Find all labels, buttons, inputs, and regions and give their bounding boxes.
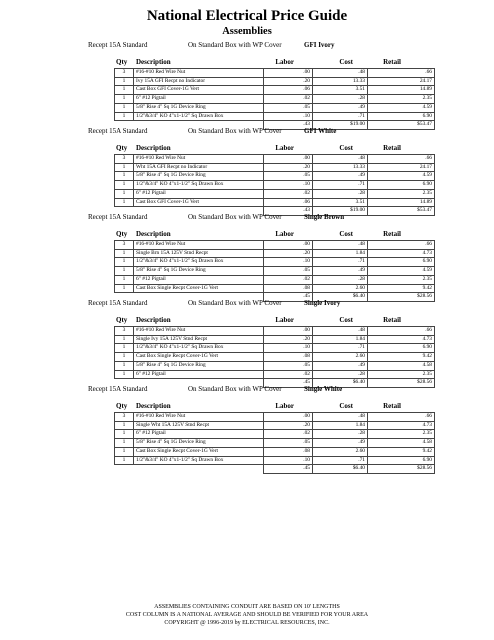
retail-cell: 4.73 <box>368 421 435 430</box>
qty-cell: 1 <box>115 267 134 276</box>
column-header-qty: Qty <box>116 144 128 152</box>
labor-cell: .02 <box>264 275 313 284</box>
total-retail: $28.56 <box>368 293 435 302</box>
cost-cell: .28 <box>313 370 368 379</box>
column-header-description: Description <box>136 316 171 324</box>
labor-cell: .10 <box>264 344 313 353</box>
retail-cell: 9.42 <box>368 353 435 362</box>
description-cell: Ivy 15A GFI Recpt no Indicator <box>134 77 264 86</box>
column-headers <box>0 315 494 325</box>
retail-cell: .66 <box>368 155 435 164</box>
section-header <box>0 212 494 222</box>
box-type: On Standard Box with WP Cover <box>188 213 282 221</box>
box-type: On Standard Box with WP Cover <box>188 299 282 307</box>
qty-cell: 1 <box>115 258 134 267</box>
cost-cell: 1.84 <box>313 335 368 344</box>
table-row <box>115 361 435 370</box>
description-cell: 5/8" Rise 4" Sq 1G Device Ring <box>134 267 264 276</box>
column-header-labor: Labor <box>275 316 294 324</box>
description-cell: 5/8" Rise 4" Sq 1G Device Ring <box>134 172 264 181</box>
total-retail: $28.56 <box>368 379 435 388</box>
table-row <box>115 267 435 276</box>
labor-cell: .00 <box>264 69 313 78</box>
table-row <box>115 155 435 164</box>
retail-cell: 2.35 <box>368 275 435 284</box>
column-header-description: Description <box>136 402 171 410</box>
table-row <box>115 189 435 198</box>
labor-cell: .02 <box>264 189 313 198</box>
items-table <box>114 412 435 474</box>
column-headers <box>0 401 494 411</box>
table-row <box>115 258 435 267</box>
cost-cell: .71 <box>313 181 368 190</box>
retail-cell: 4.59 <box>368 103 435 112</box>
footer-notes <box>0 603 494 627</box>
description-cell: #16-#10 Red Wire Nut <box>134 413 264 422</box>
labor-cell: .00 <box>264 155 313 164</box>
cost-cell: .28 <box>313 95 368 104</box>
qty-cell: 1 <box>115 249 134 258</box>
retail-cell: .66 <box>368 327 435 336</box>
labor-cell: .00 <box>264 241 313 250</box>
cost-cell: 1.84 <box>313 421 368 430</box>
labor-cell: .02 <box>264 95 313 104</box>
retail-cell: 4.58 <box>368 361 435 370</box>
table-row <box>115 413 435 422</box>
cost-cell: .49 <box>313 103 368 112</box>
items-table <box>114 68 435 130</box>
description-cell: 5/8" Rise 4" Sq 1G Device Ring <box>134 439 264 448</box>
variant-name: GFI Ivory <box>304 41 335 49</box>
column-header-cost: Cost <box>339 144 353 152</box>
qty-cell: 1 <box>115 181 134 190</box>
cost-cell: 13.33 <box>313 77 368 86</box>
column-header-qty: Qty <box>116 58 128 66</box>
labor-cell: .08 <box>264 353 313 362</box>
table-row <box>115 172 435 181</box>
total-row <box>115 465 435 474</box>
qty-cell: 3 <box>115 155 134 164</box>
table-row <box>115 447 435 456</box>
description-cell: 6" #12 Pigtail <box>134 430 264 439</box>
labor-cell: .05 <box>264 103 313 112</box>
column-header-retail: Retail <box>383 230 401 238</box>
box-type: On Standard Box with WP Cover <box>188 385 282 393</box>
column-header-cost: Cost <box>339 402 353 410</box>
column-header-qty: Qty <box>116 316 128 324</box>
labor-cell: .05 <box>264 439 313 448</box>
table-row <box>115 163 435 172</box>
description-cell: Single Ivy 15A 125V Stnd Recpt <box>134 335 264 344</box>
description-cell: 1/2"&3/4" KO 4"x1-1/2" Sq Drawn Box <box>134 112 264 121</box>
table-row <box>115 249 435 258</box>
variant-name: Single White <box>304 385 343 393</box>
table-row <box>115 370 435 379</box>
qty-cell: 1 <box>115 361 134 370</box>
description-cell: 1/2"&3/4" KO 4"x1-1/2" Sq Drawn Box <box>134 456 264 465</box>
retail-cell: 14.89 <box>368 86 435 95</box>
description-cell: 6" #12 Pigtail <box>134 275 264 284</box>
labor-cell: .00 <box>264 413 313 422</box>
column-header-retail: Retail <box>383 316 401 324</box>
assembly-name: Recept 15A Standard <box>88 127 148 135</box>
qty-cell: 1 <box>115 439 134 448</box>
labor-cell: .10 <box>264 181 313 190</box>
column-header-description: Description <box>136 144 171 152</box>
total-cost: $6.40 <box>313 465 368 474</box>
labor-cell: .10 <box>264 112 313 121</box>
retail-cell: 4.59 <box>368 267 435 276</box>
description-cell: 6" #12 Pigtail <box>134 189 264 198</box>
cost-cell: .28 <box>313 430 368 439</box>
column-header-cost: Cost <box>339 316 353 324</box>
qty-cell: 1 <box>115 284 134 293</box>
section-header <box>0 40 494 50</box>
assembly-name: Recept 15A Standard <box>88 41 148 49</box>
column-header-qty: Qty <box>116 402 128 410</box>
box-type: On Standard Box with WP Cover <box>188 41 282 49</box>
labor-cell: .06 <box>264 198 313 207</box>
retail-cell: 4.59 <box>368 172 435 181</box>
description-cell: 5/8" Rise 4" Sq 1G Device Ring <box>134 103 264 112</box>
assembly-name: Recept 15A Standard <box>88 299 148 307</box>
description-cell: Cast Box GFI Cover-1G Vert <box>134 198 264 207</box>
qty-cell: 1 <box>115 370 134 379</box>
table-row <box>115 284 435 293</box>
retail-cell: 4.73 <box>368 335 435 344</box>
retail-cell: 2.35 <box>368 430 435 439</box>
retail-cell: 2.35 <box>368 370 435 379</box>
table-row <box>115 456 435 465</box>
qty-cell: 1 <box>115 275 134 284</box>
retail-cell: 24.17 <box>368 163 435 172</box>
table-row <box>115 335 435 344</box>
table-row <box>115 95 435 104</box>
assembly-name: Recept 15A Standard <box>88 213 148 221</box>
cost-cell: .49 <box>313 439 368 448</box>
cost-cell: .48 <box>313 155 368 164</box>
qty-cell: 1 <box>115 163 134 172</box>
description-cell: Cast Box Single Recpt Cover-1G Vert <box>134 284 264 293</box>
cost-cell: .49 <box>313 172 368 181</box>
column-header-description: Description <box>136 230 171 238</box>
column-header-labor: Labor <box>275 402 294 410</box>
qty-cell: 3 <box>115 69 134 78</box>
description-cell: Wht 15A GFI Recpt no Indicator <box>134 163 264 172</box>
section-header <box>0 298 494 308</box>
total-cost: $19.00 <box>313 207 368 216</box>
retail-cell: 4.58 <box>368 439 435 448</box>
labor-cell: .20 <box>264 77 313 86</box>
table-row <box>115 112 435 121</box>
labor-cell: .20 <box>264 163 313 172</box>
labor-cell: .05 <box>264 267 313 276</box>
table-row <box>115 327 435 336</box>
retail-cell: 9.42 <box>368 447 435 456</box>
variant-name: Single Ivory <box>304 299 341 307</box>
qty-cell: 1 <box>115 189 134 198</box>
items-table <box>114 326 435 388</box>
table-row <box>115 103 435 112</box>
retail-cell: .66 <box>368 69 435 78</box>
description-cell: Cast Box GFI Cover-1G Vert <box>134 86 264 95</box>
labor-cell: .20 <box>264 249 313 258</box>
description-cell: #16-#10 Red Wire Nut <box>134 327 264 336</box>
footer-line-copyright: COPYRIGHT @ 1996-2019 by ELECTRICAL RESOURCES, INC. <box>164 620 330 626</box>
variant-name: GFI White <box>304 127 337 135</box>
total-spacer <box>115 465 264 474</box>
labor-cell: .02 <box>264 430 313 439</box>
cost-cell: 2.60 <box>313 447 368 456</box>
labor-cell: .20 <box>264 335 313 344</box>
table-row <box>115 439 435 448</box>
cost-cell: .71 <box>313 344 368 353</box>
cost-cell: .48 <box>313 241 368 250</box>
items-table <box>114 240 435 302</box>
column-header-description: Description <box>136 58 171 66</box>
qty-cell: 1 <box>115 95 134 104</box>
qty-cell: 1 <box>115 353 134 362</box>
table-row <box>115 181 435 190</box>
retail-cell: 6.90 <box>368 344 435 353</box>
qty-cell: 1 <box>115 456 134 465</box>
total-retail: $53.47 <box>368 207 435 216</box>
retail-cell: 6.90 <box>368 456 435 465</box>
qty-cell: 1 <box>115 335 134 344</box>
description-cell: #16-#10 Red Wire Nut <box>134 241 264 250</box>
description-cell: Cast Box Single Recpt Cover-1G Vert <box>134 447 264 456</box>
qty-cell: 3 <box>115 413 134 422</box>
labor-cell: .06 <box>264 86 313 95</box>
qty-cell: 1 <box>115 447 134 456</box>
table-row <box>115 344 435 353</box>
table-row <box>115 69 435 78</box>
retail-cell: .66 <box>368 241 435 250</box>
table-row <box>115 353 435 362</box>
qty-cell: 1 <box>115 172 134 181</box>
column-header-qty: Qty <box>116 230 128 238</box>
table-row <box>115 421 435 430</box>
retail-cell: 14.89 <box>368 198 435 207</box>
description-cell: 6" #12 Pigtail <box>134 95 264 104</box>
labor-cell: .00 <box>264 327 313 336</box>
labor-cell: .05 <box>264 361 313 370</box>
retail-cell: 6.90 <box>368 258 435 267</box>
labor-cell: .10 <box>264 258 313 267</box>
labor-cell: .02 <box>264 370 313 379</box>
cost-cell: .71 <box>313 112 368 121</box>
column-headers <box>0 57 494 67</box>
qty-cell: 1 <box>115 77 134 86</box>
column-headers <box>0 229 494 239</box>
retail-cell: 2.35 <box>368 189 435 198</box>
column-header-cost: Cost <box>339 58 353 66</box>
labor-cell: .20 <box>264 421 313 430</box>
description-cell: 1/2"&3/4" KO 4"x1-1/2" Sq Drawn Box <box>134 344 264 353</box>
column-header-labor: Labor <box>275 230 294 238</box>
cost-cell: .71 <box>313 456 368 465</box>
column-header-cost: Cost <box>339 230 353 238</box>
cost-cell: .48 <box>313 69 368 78</box>
cost-cell: 1.84 <box>313 249 368 258</box>
items-table <box>114 154 435 216</box>
qty-cell: 1 <box>115 421 134 430</box>
cost-cell: .28 <box>313 189 368 198</box>
box-type: On Standard Box with WP Cover <box>188 127 282 135</box>
total-labor: .45 <box>264 465 313 474</box>
section-header <box>0 126 494 136</box>
cost-cell: .71 <box>313 258 368 267</box>
variant-name: Single Brown <box>304 213 345 221</box>
labor-cell: .05 <box>264 172 313 181</box>
labor-cell: .08 <box>264 284 313 293</box>
description-cell: Single Brn 15A 125V Stnd Recpt <box>134 249 264 258</box>
retail-cell: 6.90 <box>368 181 435 190</box>
total-cost: $6.40 <box>313 379 368 388</box>
qty-cell: 3 <box>115 327 134 336</box>
cost-cell: 3.51 <box>313 86 368 95</box>
table-row <box>115 86 435 95</box>
qty-cell: 1 <box>115 198 134 207</box>
table-row <box>115 275 435 284</box>
retail-cell: 9.42 <box>368 284 435 293</box>
total-labor: .43 <box>264 207 313 216</box>
cost-cell: .48 <box>313 413 368 422</box>
description-cell: 1/2"&3/4" KO 4"x1-1/2" Sq Drawn Box <box>134 181 264 190</box>
cost-cell: .49 <box>313 267 368 276</box>
retail-cell: .66 <box>368 413 435 422</box>
section-header <box>0 384 494 394</box>
page-subtitle: Assemblies <box>222 26 272 37</box>
assembly-name: Recept 15A Standard <box>88 385 148 393</box>
footer-line-conduit: ASSEMBLIES CONTAINING CONDUIT ARE BASED ON 10' LENGTHS <box>154 604 340 610</box>
qty-cell: 1 <box>115 430 134 439</box>
total-labor: .45 <box>264 379 313 388</box>
qty-cell: 1 <box>115 86 134 95</box>
cost-cell: 2.60 <box>313 353 368 362</box>
qty-cell: 3 <box>115 241 134 250</box>
table-row <box>115 198 435 207</box>
total-labor: .43 <box>264 121 313 130</box>
retail-cell: 24.17 <box>368 77 435 86</box>
retail-cell: 6.90 <box>368 112 435 121</box>
total-cost: $19.00 <box>313 121 368 130</box>
footer-line-cost: COST COLUMN IS A NATIONAL AVERAGE AND SHOULD BE VERIFIED FOR YOUR AREA <box>125 612 369 618</box>
column-header-retail: Retail <box>383 58 401 66</box>
description-cell: #16-#10 Red Wire Nut <box>134 69 264 78</box>
cost-cell: 2.60 <box>313 284 368 293</box>
description-cell: Single Wht 15A 125V Stnd Recpt <box>134 421 264 430</box>
total-cost: $6.40 <box>313 293 368 302</box>
retail-cell: 4.73 <box>368 249 435 258</box>
table-row <box>115 77 435 86</box>
labor-cell: .08 <box>264 447 313 456</box>
description-cell: 6" #12 Pigtail <box>134 370 264 379</box>
description-cell: Cast Box Single Recpt Cover-1G Vert <box>134 353 264 362</box>
description-cell: #16-#10 Red Wire Nut <box>134 155 264 164</box>
column-header-labor: Labor <box>275 144 294 152</box>
cost-cell: .49 <box>313 361 368 370</box>
cost-cell: 13.33 <box>313 163 368 172</box>
table-row <box>115 241 435 250</box>
table-row <box>115 430 435 439</box>
qty-cell: 1 <box>115 344 134 353</box>
column-header-retail: Retail <box>383 144 401 152</box>
total-retail: $53.47 <box>368 121 435 130</box>
page-title: National Electrical Price Guide <box>146 8 348 24</box>
total-labor: .45 <box>264 293 313 302</box>
column-headers <box>0 143 494 153</box>
qty-cell: 1 <box>115 103 134 112</box>
description-cell: 5/8" Rise 4" Sq 1G Device Ring <box>134 361 264 370</box>
cost-cell: .28 <box>313 275 368 284</box>
cost-cell: 3.51 <box>313 198 368 207</box>
column-header-labor: Labor <box>275 58 294 66</box>
retail-cell: 2.35 <box>368 95 435 104</box>
labor-cell: .10 <box>264 456 313 465</box>
column-header-retail: Retail <box>383 402 401 410</box>
description-cell: 1/2"&3/4" KO 4"x1-1/2" Sq Drawn Box <box>134 258 264 267</box>
total-retail: $28.56 <box>368 465 435 474</box>
cost-cell: .48 <box>313 327 368 336</box>
qty-cell: 1 <box>115 112 134 121</box>
